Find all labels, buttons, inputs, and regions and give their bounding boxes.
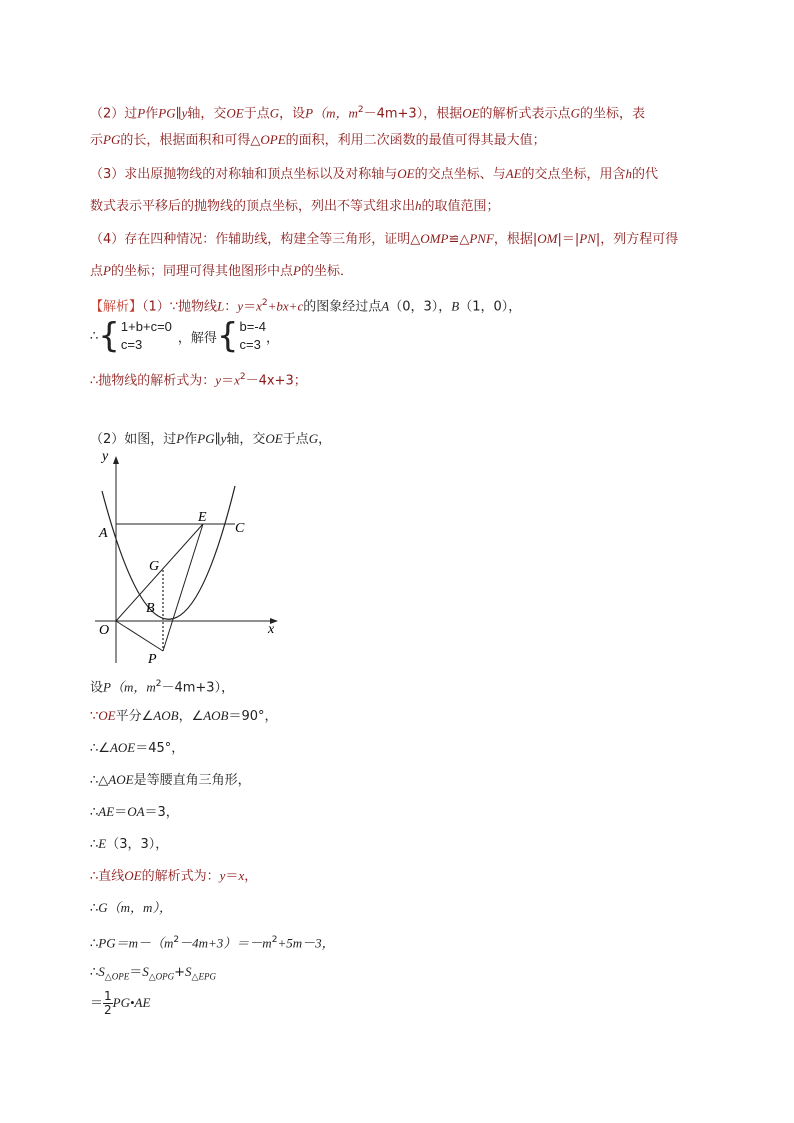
var: （m，m [110, 679, 156, 695]
text: （1）∵抛物线 [142, 299, 218, 315]
solution-tag: 【解析】 [90, 299, 143, 315]
parabola-figure [90, 450, 290, 675]
text: ∴ [90, 901, 99, 916]
derivation-r5 [90, 835, 168, 854]
var: P [176, 431, 185, 446]
label-B: B [146, 601, 155, 616]
text: 设 [90, 680, 104, 696]
text: 平分∠ [115, 709, 154, 724]
system-left [121, 318, 172, 354]
line-PE [163, 524, 203, 651]
therefore-symbol: ∴ [90, 328, 99, 344]
text: 的交点坐标，用含 [521, 167, 626, 182]
text: ∴∠ [90, 741, 110, 756]
equation-system [90, 318, 279, 354]
line-OP [116, 621, 163, 651]
solution-line3 [90, 368, 307, 390]
var: （m，m）， [107, 900, 172, 915]
label-A: A [99, 526, 108, 541]
text: －4m+3），根据 [363, 106, 463, 122]
denominator: 2 [104, 1003, 112, 1017]
var: AOB [203, 708, 229, 723]
derivation-r9 [90, 963, 216, 986]
system-row: b=-4 [239, 319, 266, 334]
var: S [185, 964, 192, 979]
text: ， [318, 432, 332, 447]
sub: △OPG [148, 971, 175, 982]
derivation-r4 [90, 803, 179, 822]
var: y [215, 372, 222, 388]
var: OA [127, 804, 145, 819]
text: ∴直线 [90, 869, 125, 884]
var: P [292, 263, 301, 278]
derivation-r2 [90, 739, 184, 758]
var: OE [265, 431, 283, 446]
text: 示 [90, 133, 104, 148]
analysis-p4-line1 [90, 230, 678, 249]
text: ＝ [225, 869, 239, 884]
derivation-r10 [90, 990, 150, 1017]
var: G [269, 105, 280, 121]
var: AOE [109, 740, 136, 755]
analysis-p3-line1 [90, 165, 658, 184]
var: E [98, 836, 107, 851]
text: ＝45°， [135, 741, 185, 756]
analysis-p4-line2 [90, 262, 353, 281]
text: ∴ [90, 936, 99, 952]
sub: △OPE [104, 971, 130, 982]
var: PG•AE [112, 995, 151, 1010]
var: h [415, 198, 422, 213]
label-P: P [148, 652, 157, 667]
text: （2）过 [90, 106, 138, 122]
analysis-p2-line2 [90, 131, 546, 150]
solution-line1 [90, 294, 521, 316]
parabola-curve [102, 486, 235, 619]
text: （1，0）， [459, 299, 522, 315]
derivation-r6 [90, 867, 257, 886]
var: G [98, 900, 108, 915]
text: （2）如图，过 [90, 432, 177, 447]
label-C: C [235, 521, 245, 536]
text: 的面积，利用二次函数的最值可得其最大值； [285, 133, 546, 148]
text: ＝3， [144, 805, 179, 820]
var: PG [103, 132, 121, 147]
text: 数式表示平移后的抛物线的顶点坐标，列出不等式组求出 [90, 199, 416, 214]
text: 的长，根据面积和可得△ [120, 133, 261, 148]
var: OM [537, 231, 558, 246]
var: S [98, 964, 105, 979]
var: OE [462, 105, 480, 121]
sup: 2 [261, 298, 268, 308]
text: 于点 [243, 106, 270, 122]
text: （0，3）， [389, 299, 452, 315]
var: P [137, 105, 146, 121]
text: ，根据| [493, 232, 538, 247]
var: AOB [153, 708, 179, 723]
text: 轴，交 [187, 106, 227, 122]
text: ＝ [114, 805, 128, 820]
text: ∵ [90, 709, 99, 724]
sup: 2 [155, 679, 162, 689]
var: PG∥y [197, 431, 227, 446]
text: ∴ [90, 837, 99, 852]
text: 作 [184, 432, 198, 447]
text: ＝ [221, 373, 235, 389]
sup: 2 [239, 372, 246, 382]
var: OE [397, 166, 415, 181]
text: ∴△ [90, 773, 109, 788]
var: OMP [420, 231, 449, 246]
text: 的代 [632, 167, 659, 182]
text: 的坐标． [300, 264, 353, 279]
var: PN [579, 231, 596, 246]
label-O: O [99, 623, 110, 638]
label-y: y [102, 450, 109, 464]
text: ＝90°， [228, 709, 278, 724]
analysis-p2-line1 [90, 101, 645, 123]
text: |，列方程可得 [595, 232, 679, 247]
text: 的交点坐标、与 [414, 167, 506, 182]
var: L [217, 298, 225, 314]
text: 的坐标；同理可得其他图形中点 [110, 264, 293, 279]
fraction-half [103, 990, 113, 1017]
sup: 2 [271, 935, 278, 945]
var: AE [505, 166, 522, 181]
derivation-r7 [90, 899, 172, 918]
var: +bx+c [267, 298, 304, 314]
text: ， [244, 869, 258, 884]
text: 于点 [282, 432, 309, 447]
var: OE [124, 868, 142, 883]
var: AE [98, 804, 115, 819]
var: B [451, 298, 460, 314]
text: ∴ [90, 805, 99, 820]
text: |＝| [557, 232, 580, 247]
text: ＝ [90, 996, 104, 1011]
text: （3，3）， [106, 837, 169, 852]
var: P（m，m [305, 105, 358, 121]
var: AOE [108, 772, 134, 787]
var: PNF [469, 231, 494, 246]
var: y [219, 868, 226, 883]
text: ∴抛物线的解析式为： [90, 373, 216, 389]
numerator: 1 [104, 989, 112, 1003]
left-brace: { [98, 316, 120, 356]
text: 的坐标，表 [579, 106, 645, 122]
analysis-p3-line2 [90, 197, 500, 216]
text: + [174, 965, 186, 980]
var: －4m+3）＝－m [179, 935, 272, 951]
text: ，∠ [178, 709, 204, 724]
var: x [256, 298, 262, 314]
text: ， [265, 330, 279, 346]
text: －4m+3）， [161, 680, 235, 696]
var: P [103, 679, 111, 695]
text: ，设 [279, 106, 306, 122]
var: PG [98, 935, 116, 951]
var: S [142, 964, 149, 979]
system-row: 1+b+c=0 [120, 319, 172, 334]
text: （4）存在四种情况：作辅助线，构建全等三角形，证明△ [90, 232, 421, 247]
text: 的解析式表示点 [479, 106, 571, 122]
var: x [238, 868, 245, 883]
text: 的图象经过点 [303, 299, 382, 315]
text: （3）求出原抛物线的对称轴和顶点坐标以及对称轴与 [90, 167, 398, 182]
text: ∴ [90, 965, 99, 980]
text: －4x+3； [245, 373, 307, 389]
var: y [237, 298, 244, 314]
text: 作 [145, 106, 159, 122]
text: ： [224, 299, 238, 315]
derivation-r3 [90, 771, 251, 790]
left-brace: { [216, 316, 239, 356]
text: 的取值范围； [421, 199, 500, 214]
label-G: G [149, 559, 160, 574]
solution-q2 [90, 430, 331, 449]
sup: 2 [357, 105, 364, 115]
var: PG∥y [158, 105, 188, 121]
derivation-r1 [90, 707, 278, 726]
system-row: c=3 [120, 337, 143, 352]
text: ，解得 [177, 330, 217, 346]
y-axis-arrow [113, 456, 119, 464]
text: 是等腰直角三角形， [133, 773, 251, 788]
var: A [381, 298, 390, 314]
text: ＝ [243, 299, 257, 315]
derivation-r8 [90, 931, 335, 953]
var: x [234, 372, 240, 388]
text: ＝ [129, 965, 143, 980]
var: OE [98, 708, 116, 723]
text: 轴，交 [226, 432, 266, 447]
system-row: c=3 [239, 337, 261, 352]
label-E: E [198, 510, 207, 525]
var: G [570, 105, 580, 121]
derivation-set-P [90, 675, 234, 697]
var: ＝m－（m [115, 935, 174, 951]
text: 的解析式为： [141, 869, 220, 884]
text: ≌△ [448, 232, 470, 247]
text: 点 [90, 264, 104, 279]
var: P [103, 263, 111, 278]
system-right [240, 318, 266, 354]
var: OE [226, 105, 244, 121]
var: h [625, 166, 633, 181]
sup: 2 [173, 935, 180, 945]
var: OPE [260, 132, 286, 147]
var: +5m－3， [277, 935, 335, 951]
var: G [308, 431, 319, 446]
label-x: x [268, 622, 275, 637]
sub: △EPG [191, 971, 216, 982]
